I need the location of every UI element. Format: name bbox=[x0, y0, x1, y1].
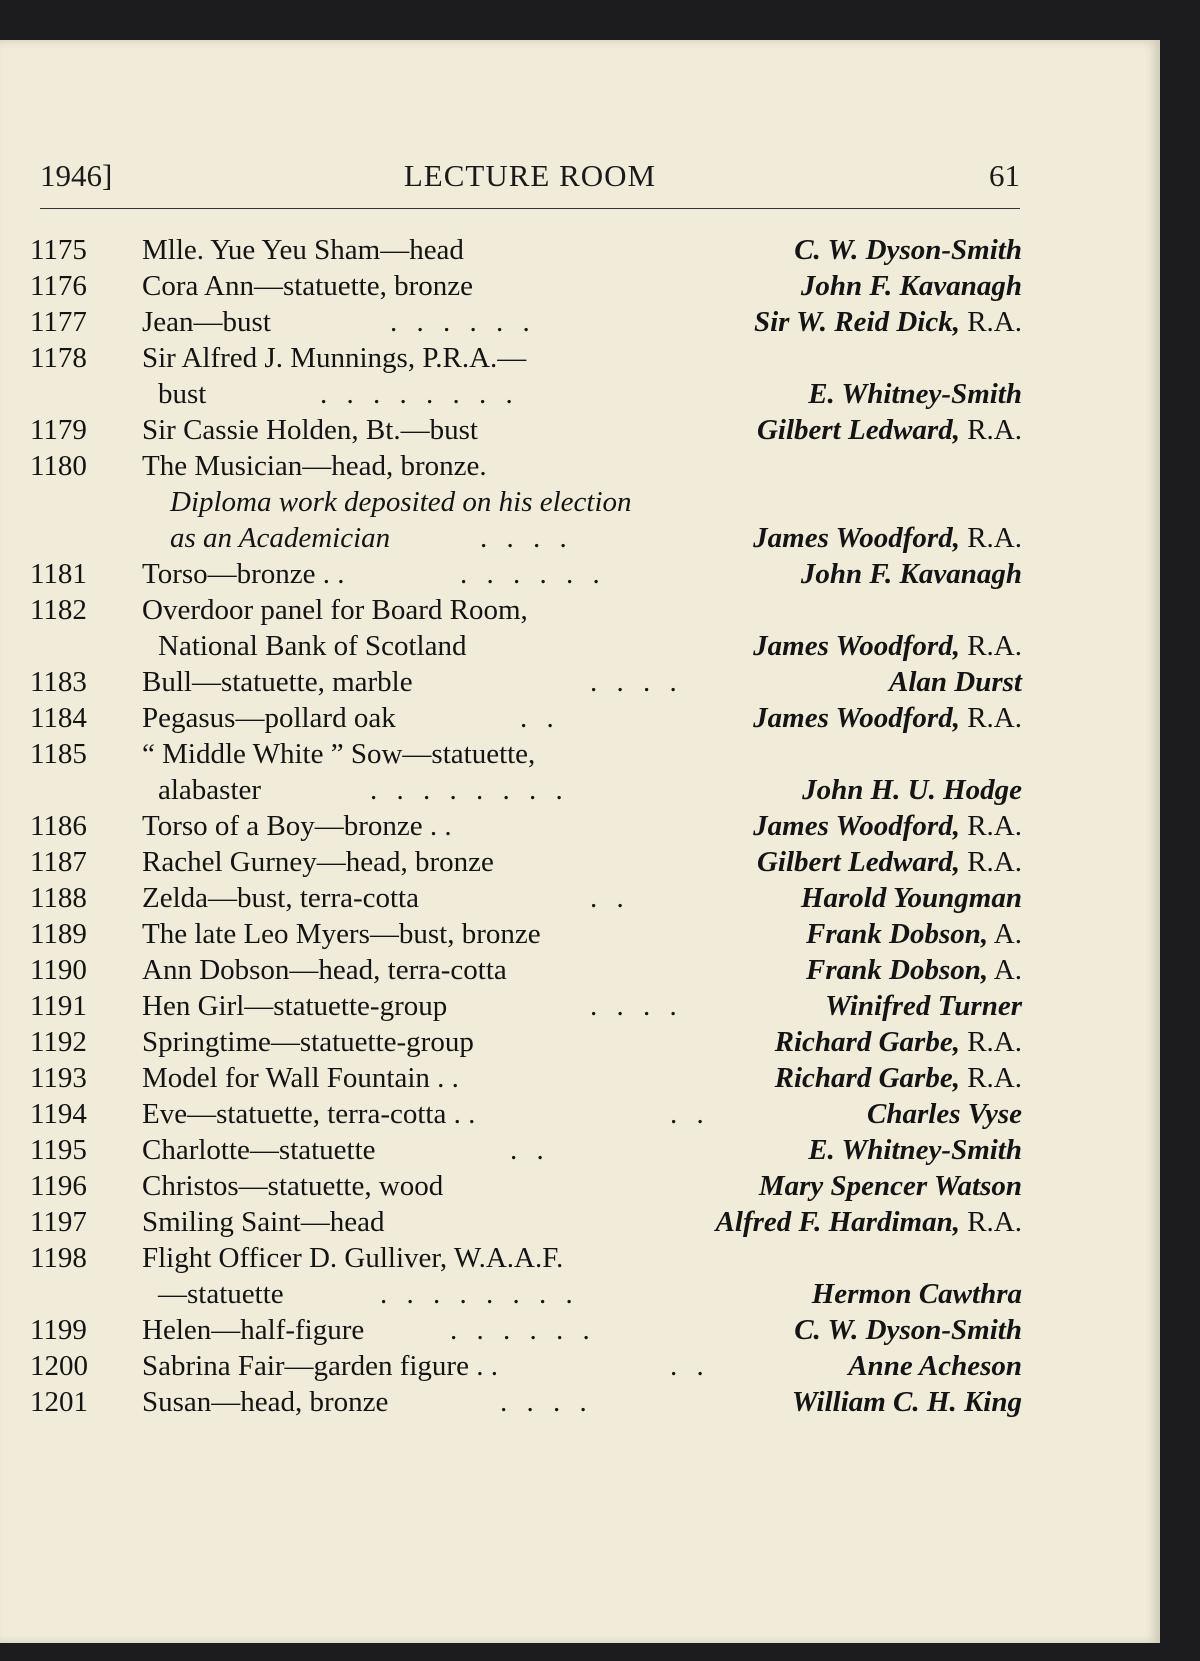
entry-number: 1192 bbox=[30, 1026, 87, 1058]
entry-title: Ann Dobson—head, terra-cotta bbox=[142, 954, 507, 986]
artist-name: James Woodford, R.A. bbox=[753, 702, 1022, 734]
leader-dots: . . bbox=[590, 882, 630, 914]
catalogue-entry bbox=[30, 1024, 1022, 1060]
entry-number: 1186 bbox=[30, 810, 87, 842]
artist-name: William C. H. King bbox=[791, 1386, 1022, 1418]
entry-number: 1185 bbox=[30, 738, 87, 770]
entry-line bbox=[30, 592, 1022, 628]
leader-dots: . . . . bbox=[480, 522, 573, 554]
entry-title: Model for Wall Fountain . . bbox=[142, 1062, 459, 1094]
artist-name: Charles Vyse bbox=[867, 1098, 1022, 1130]
entry-number: 1198 bbox=[30, 1242, 87, 1274]
artist-name: Alan Durst bbox=[889, 666, 1022, 698]
entry-title: Springtime—statuette-group bbox=[142, 1026, 474, 1058]
entry-line bbox=[30, 376, 1022, 412]
catalogue-entry bbox=[30, 556, 1022, 592]
artist-name: Richard Garbe, R.A. bbox=[774, 1026, 1022, 1058]
entry-number: 1199 bbox=[30, 1314, 87, 1346]
entry-number: 1182 bbox=[30, 594, 87, 626]
artist-name: Alfred F. Hardiman, R.A. bbox=[715, 1206, 1022, 1238]
artist-honour: R.A. bbox=[959, 414, 1022, 446]
entry-line bbox=[30, 448, 1022, 484]
artist-name: Sir W. Reid Dick, R.A. bbox=[753, 306, 1022, 338]
entry-line bbox=[30, 1132, 1022, 1168]
artist-honour: R.A. bbox=[959, 1062, 1022, 1094]
catalogue-entry bbox=[30, 844, 1022, 880]
artist-name: Anne Acheson bbox=[848, 1350, 1022, 1382]
entry-title: Smiling Saint—head bbox=[142, 1206, 385, 1238]
header-rule bbox=[40, 208, 1020, 209]
artist-honour: R.A. bbox=[959, 1206, 1022, 1238]
artist-name: Hermon Cawthra bbox=[811, 1278, 1022, 1310]
entry-number: 1190 bbox=[30, 954, 87, 986]
entry-line bbox=[30, 772, 1022, 808]
leader-dots: . . . . . . bbox=[390, 306, 536, 338]
artist-name: Frank Dobson, A. bbox=[806, 954, 1022, 986]
artist-name: John F. Kavanagh bbox=[800, 270, 1022, 302]
catalogue-entry bbox=[30, 340, 1022, 412]
entry-number: 1201 bbox=[30, 1386, 88, 1418]
entry-line bbox=[30, 1204, 1022, 1240]
entry-title: Flight Officer D. Gulliver, W.A.A.F. bbox=[142, 1242, 564, 1274]
entry-line bbox=[30, 1240, 1022, 1276]
catalogue-entry bbox=[30, 1384, 1022, 1420]
entry-line bbox=[30, 736, 1022, 772]
entry-line bbox=[30, 232, 1022, 268]
entry-title: Cora Ann—statuette, bronze bbox=[142, 270, 473, 302]
artist-name: James Woodford, R.A. bbox=[753, 522, 1022, 554]
running-header bbox=[40, 158, 1020, 198]
entry-line bbox=[30, 1384, 1022, 1420]
leader-dots: . . . . . . bbox=[450, 1314, 596, 1346]
artist-honour: R.A. bbox=[959, 630, 1022, 662]
catalogue-entry bbox=[30, 916, 1022, 952]
entry-list bbox=[30, 232, 1022, 1420]
entry-title: Rachel Gurney—head, bronze bbox=[142, 846, 494, 878]
catalogue-entry bbox=[30, 1132, 1022, 1168]
leader-dots: . . bbox=[510, 1134, 550, 1166]
artist-name: James Woodford, R.A. bbox=[753, 630, 1022, 662]
entry-title-continued: National Bank of Scotland bbox=[158, 630, 467, 662]
page-number: 61 bbox=[989, 158, 1020, 193]
entry-line bbox=[30, 268, 1022, 304]
leader-dots: . . . . . . . . bbox=[370, 774, 569, 806]
entry-title: Torso—bronze . . bbox=[142, 558, 345, 590]
leader-dots: . . . . bbox=[500, 1386, 593, 1418]
entry-line bbox=[30, 484, 1022, 520]
artist-name: Mary Spencer Watson bbox=[758, 1170, 1022, 1202]
artist-honour: R.A. bbox=[959, 1026, 1022, 1058]
entry-line bbox=[30, 1168, 1022, 1204]
entry-line bbox=[30, 1060, 1022, 1096]
entry-title: Pegasus—pollard oak bbox=[142, 702, 396, 734]
entry-title: Christos—statuette, wood bbox=[142, 1170, 444, 1202]
entry-line bbox=[30, 520, 1022, 556]
leader-dots: . . . . . . bbox=[460, 558, 606, 590]
leader-dots: . . . . bbox=[590, 990, 683, 1022]
leader-dots: . . . . . . . . bbox=[380, 1278, 579, 1310]
catalogue-page bbox=[0, 40, 1160, 1643]
catalogue-entry bbox=[30, 268, 1022, 304]
header-title: LECTURE ROOM bbox=[403, 158, 657, 193]
leader-dots: . . bbox=[670, 1350, 710, 1382]
artist-name: Richard Garbe, R.A. bbox=[774, 1062, 1022, 1094]
artist-name: C. W. Dyson-Smith bbox=[794, 1314, 1022, 1346]
entry-title: The Musician—head, bronze. bbox=[142, 450, 487, 482]
entry-line bbox=[30, 988, 1022, 1024]
entry-line bbox=[30, 1024, 1022, 1060]
entry-line bbox=[30, 700, 1022, 736]
entry-number: 1178 bbox=[30, 342, 87, 374]
catalogue-entry bbox=[30, 1204, 1022, 1240]
artist-honour: R.A. bbox=[959, 846, 1022, 878]
entry-title: Sir Alfred J. Munnings, P.R.A.— bbox=[142, 342, 527, 374]
entry-title: Charlotte—statuette bbox=[142, 1134, 376, 1166]
entry-description: as an Academician bbox=[170, 522, 391, 554]
artist-name: Gilbert Ledward, R.A. bbox=[756, 414, 1022, 446]
entry-number: 1180 bbox=[30, 450, 87, 482]
entry-line bbox=[30, 304, 1022, 340]
artist-name: E. Whitney-Smith bbox=[808, 1134, 1022, 1166]
artist-honour: A. bbox=[988, 918, 1022, 950]
entry-title: Overdoor panel for Board Room, bbox=[142, 594, 528, 626]
entry-line bbox=[30, 1312, 1022, 1348]
catalogue-entry bbox=[30, 232, 1022, 268]
entry-line bbox=[30, 844, 1022, 880]
artist-name: C. W. Dyson-Smith bbox=[794, 234, 1022, 266]
catalogue-entry bbox=[30, 304, 1022, 340]
entry-line bbox=[30, 1276, 1022, 1312]
catalogue-entry bbox=[30, 700, 1022, 736]
entry-number: 1184 bbox=[30, 702, 87, 734]
catalogue-entry bbox=[30, 1060, 1022, 1096]
artist-name: John F. Kavanagh bbox=[800, 558, 1022, 590]
catalogue-entry bbox=[30, 988, 1022, 1024]
entry-title: Bull—statuette, marble bbox=[142, 666, 413, 698]
catalogue-entry bbox=[30, 952, 1022, 988]
entry-title: Zelda—bust, terra-cotta bbox=[142, 882, 419, 914]
entry-title: Jean—bust bbox=[142, 306, 271, 338]
leader-dots: . . . . . . . . bbox=[320, 378, 519, 410]
entry-number: 1177 bbox=[30, 306, 87, 338]
entry-number: 1193 bbox=[30, 1062, 87, 1094]
entry-number: 1176 bbox=[30, 270, 87, 302]
catalogue-entry bbox=[30, 808, 1022, 844]
artist-honour: R.A. bbox=[959, 522, 1022, 554]
entry-number: 1181 bbox=[30, 558, 87, 590]
entry-title: Helen—half-figure bbox=[142, 1314, 365, 1346]
entry-title: Torso of a Boy—bronze . . bbox=[142, 810, 452, 842]
artist-honour: R.A. bbox=[959, 810, 1022, 842]
entry-line bbox=[30, 1096, 1022, 1132]
entry-title: Sabrina Fair—garden figure . . bbox=[142, 1350, 498, 1382]
artist-honour: R.A. bbox=[959, 306, 1022, 338]
leader-dots: . . bbox=[520, 702, 560, 734]
entry-title-continued: —statuette bbox=[158, 1278, 284, 1310]
leader-dots: . . bbox=[670, 1098, 710, 1130]
entry-title: Eve—statuette, terra-cotta . . bbox=[142, 1098, 476, 1130]
entry-line bbox=[30, 340, 1022, 376]
entry-number: 1200 bbox=[30, 1350, 88, 1382]
artist-name: E. Whitney-Smith bbox=[808, 378, 1022, 410]
catalogue-entry bbox=[30, 1240, 1022, 1312]
entry-title: Mlle. Yue Yeu Sham—head bbox=[142, 234, 464, 266]
entry-line bbox=[30, 556, 1022, 592]
entry-number: 1197 bbox=[30, 1206, 87, 1238]
entry-title: Hen Girl—statuette-group bbox=[142, 990, 448, 1022]
entry-number: 1188 bbox=[30, 882, 87, 914]
entry-number: 1189 bbox=[30, 918, 87, 950]
entry-line bbox=[30, 628, 1022, 664]
entry-line bbox=[30, 1348, 1022, 1384]
catalogue-entry bbox=[30, 1348, 1022, 1384]
entry-title-continued: alabaster bbox=[158, 774, 262, 806]
entry-number: 1194 bbox=[30, 1098, 87, 1130]
entry-number: 1195 bbox=[30, 1134, 87, 1166]
entry-title-continued: bust bbox=[158, 378, 207, 410]
catalogue-entry bbox=[30, 880, 1022, 916]
catalogue-entry bbox=[30, 664, 1022, 700]
artist-name: Gilbert Ledward, R.A. bbox=[756, 846, 1022, 878]
artist-name: Harold Youngman bbox=[800, 882, 1022, 914]
leader-dots: . . . . bbox=[590, 666, 683, 698]
artist-name: John H. U. Hodge bbox=[802, 774, 1022, 806]
entry-line bbox=[30, 952, 1022, 988]
header-year: 1946] bbox=[40, 158, 113, 193]
artist-name: James Woodford, R.A. bbox=[753, 810, 1022, 842]
catalogue-entry bbox=[30, 412, 1022, 448]
entry-number: 1175 bbox=[30, 234, 87, 266]
catalogue-entry bbox=[30, 448, 1022, 556]
entry-number: 1196 bbox=[30, 1170, 87, 1202]
entry-line bbox=[30, 880, 1022, 916]
entry-number: 1191 bbox=[30, 990, 87, 1022]
catalogue-entry bbox=[30, 1096, 1022, 1132]
entry-title: “ Middle White ” Sow—statuette, bbox=[142, 738, 536, 770]
entry-number: 1187 bbox=[30, 846, 87, 878]
entry-description: Diploma work deposited on his election bbox=[170, 486, 632, 518]
entry-line bbox=[30, 412, 1022, 448]
catalogue-entry bbox=[30, 1312, 1022, 1348]
entry-line bbox=[30, 664, 1022, 700]
entry-number: 1179 bbox=[30, 414, 87, 446]
catalogue-entry bbox=[30, 1168, 1022, 1204]
artist-honour: A. bbox=[988, 954, 1022, 986]
catalogue-entry bbox=[30, 736, 1022, 808]
entry-title: Sir Cassie Holden, Bt.—bust bbox=[142, 414, 478, 446]
artist-name: Frank Dobson, A. bbox=[806, 918, 1022, 950]
entry-title: Susan—head, bronze bbox=[142, 1386, 389, 1418]
entry-line bbox=[30, 808, 1022, 844]
catalogue-entry bbox=[30, 592, 1022, 664]
artist-honour: R.A. bbox=[959, 702, 1022, 734]
entry-title: The late Leo Myers—bust, bronze bbox=[142, 918, 541, 950]
artist-name: Winifred Turner bbox=[825, 990, 1022, 1022]
entry-line bbox=[30, 916, 1022, 952]
entry-number: 1183 bbox=[30, 666, 87, 698]
